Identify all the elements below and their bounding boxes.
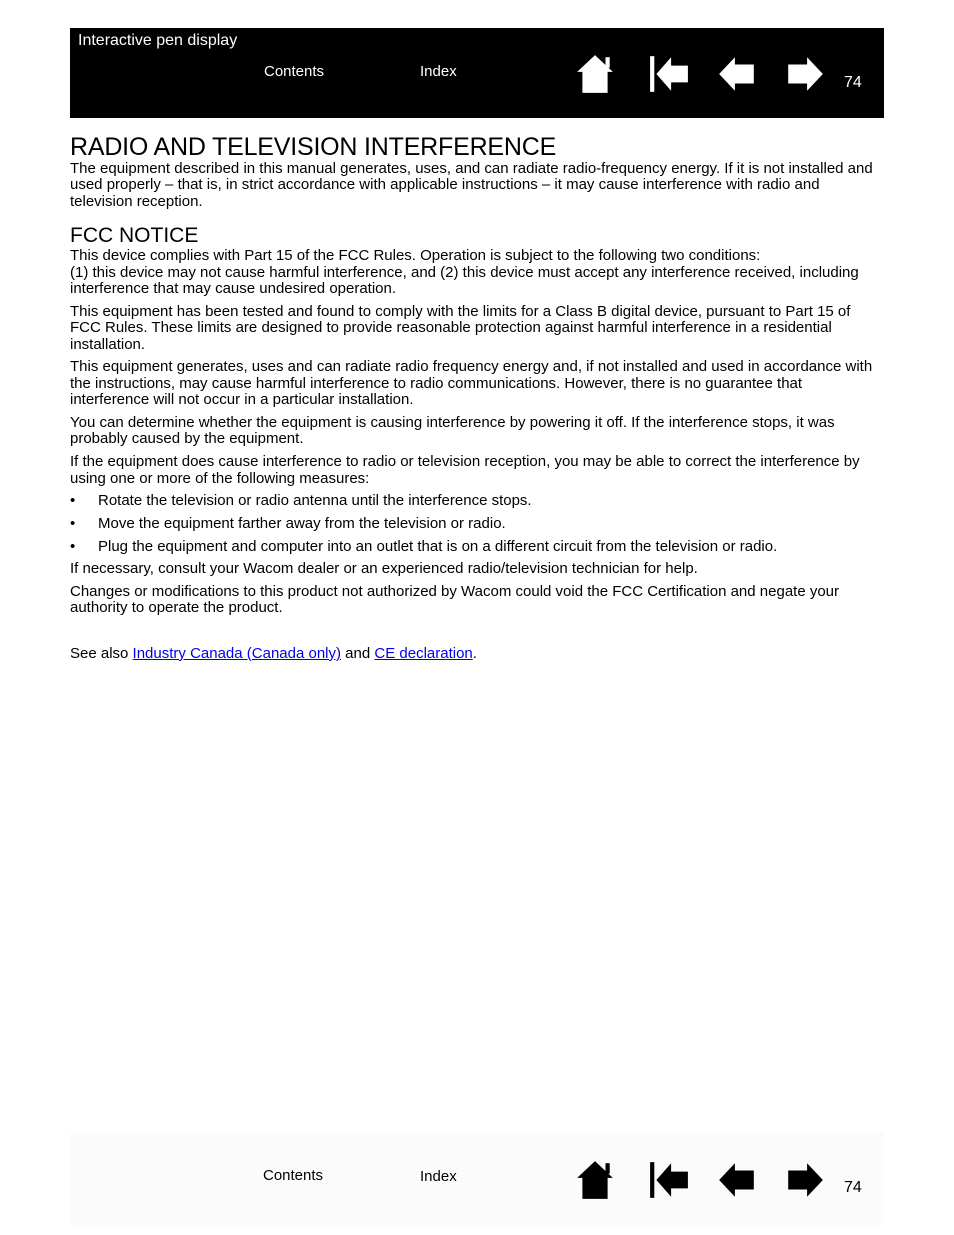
intro-paragraph: The equipment described in this manual generates, uses, and can radiate radio-frequency energy. If it is not installed and used properly – that is, in strict accordance with applicable instructions – it may cause interference with radio and television reception. [70,160,873,210]
home-icon[interactable] [574,53,616,95]
next-page-icon[interactable] [784,1159,826,1201]
fcc-paragraph-conditions [70,248,882,297]
list-item [70,516,882,532]
next-page-icon[interactable] [784,53,826,95]
list-item-text: Plug the equipment and computer into an outlet that is on a different circuit from the television or radio. [98,537,778,555]
measures-list [70,493,882,555]
see-also-and: and [341,644,375,662]
industry-canada-link[interactable]: Industry Canada (Canada only) [132,644,342,662]
fcc-paragraph-consult: If necessary, consult your Wacom dealer or an experienced radio/television technician for help. [70,560,698,578]
fcc-notice-heading: FCC NOTICE [70,224,199,248]
previous-page-icon[interactable] [716,53,758,95]
list-item [70,493,882,509]
fcc-conditions-line1: This device complies with Part 15 of the FCC Rules. Operation is subject to the following two conditions: [70,247,761,265]
page-footer [70,1133,884,1225]
bullet-marker: • [70,515,76,533]
fcc-paragraph-modifications: Changes or modifications to this product not authorized by Wacom could void the FCC Certification and negate your authority to operate the product. [70,583,840,617]
index-link[interactable]: Index [420,1168,457,1185]
page-header [70,28,884,118]
first-page-icon[interactable] [648,1159,690,1201]
fcc-paragraph-class-b: This equipment has been tested and found to comply with the limits for a Class B digital device, pursuant to Part 15 of FCC Rules. These limits are designed to provide reasonable protection against harmful interference in a residential installation. [70,302,851,353]
see-also-line [70,646,882,662]
index-link[interactable]: Index [420,63,457,80]
main-content [70,133,882,669]
bullet-marker: • [70,492,76,510]
fcc-paragraph-radiation: This equipment generates, uses and can radiate radio frequency energy and, if not installed and used in accordance with the instructions, may cause harmful interference to radio communications. However, there is no guarantee that interference will not occur in a particular installation. [70,358,873,409]
fcc-paragraph-measures: If the equipment does cause interference to radio or television reception, you may be able to correct the interference by using one or more of the following measures: [70,453,860,487]
contents-link[interactable]: Contents [263,1167,324,1184]
list-item [70,539,882,555]
first-page-icon[interactable] [648,53,690,95]
page-number: 74 [844,1179,862,1196]
see-also-prefix: See also [70,644,133,662]
document-title: Interactive pen display [78,32,238,49]
page-number: 74 [844,74,862,91]
fcc-paragraph-power-off: You can determine whether the equipment is causing interference by powering it off. If the interference stops, it was probably caused by the equipment. [70,414,835,448]
page-title: RADIO AND TELEVISION INTERFERENCE [70,133,557,161]
previous-page-icon[interactable] [716,1159,758,1201]
list-item-text: Rotate the television or radio antenna until the interference stops. [98,492,532,510]
contents-link[interactable]: Contents [264,63,325,80]
home-icon[interactable] [574,1159,616,1201]
bullet-marker: • [70,537,76,555]
fcc-conditions-line2: (1) this device may not cause harmful interference, and (2) this device must accept any interference received, including interference that may cause undesired operation. [70,263,859,298]
ce-declaration-link[interactable]: CE declaration [374,644,473,662]
list-item-text: Move the equipment farther away from the television or radio. [98,515,506,533]
see-also-suffix: . [472,644,477,662]
